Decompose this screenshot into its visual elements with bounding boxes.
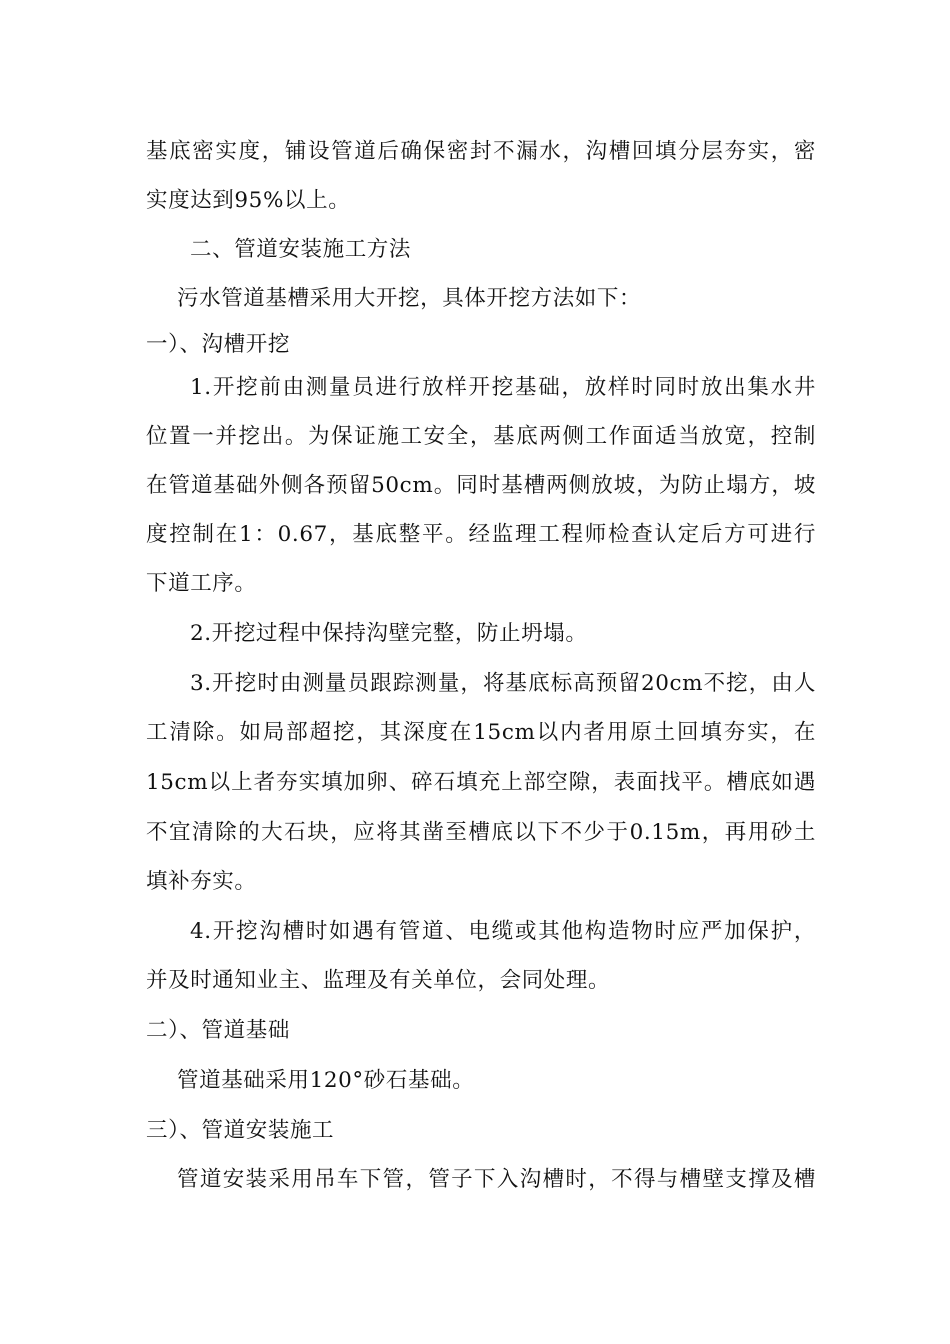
subsection-heading: 二）、管道基础 (146, 1018, 290, 1043)
paragraph-line: 管道基础采用120°砂石基础。 (177, 1068, 475, 1093)
paragraph-line: 1.开挖前由测量员进行放样开挖基础，放样时同时放出集水井 (190, 375, 816, 400)
paragraph-line: 3.开挖时由测量员跟踪测量，将基底标高预留20cm不挖，由人 (190, 671, 816, 696)
paragraph-line: 在管道基础外侧各预留50cm。同时基槽两侧放坡，为防止塌方，坡 (146, 473, 816, 498)
paragraph-line: 位置一并挖出。为保证施工安全，基底两侧工作面适当放宽，控制 (146, 424, 816, 449)
paragraph-line: 实度达到95%以上。 (146, 188, 351, 213)
paragraph-line: 4.开挖沟槽时如遇有管道、电缆或其他构造物时应严加保护， (190, 919, 816, 944)
paragraph-line: 不宜清除的大石块，应将其凿至槽底以下不少于0.15m，再用砂土 (146, 820, 816, 845)
paragraph-line: 污水管道基槽采用大开挖，具体开挖方法如下： (177, 286, 642, 311)
paragraph-line: 填补夯实。 (146, 869, 257, 894)
paragraph-line: 2.开挖过程中保持沟壁完整，防止坍塌。 (190, 621, 588, 646)
paragraph-line: 基底密实度，铺设管道后确保密封不漏水，沟槽回填分层夯实，密 (146, 139, 816, 164)
paragraph-line: 15cm以上者夯实填加卵、碎石填充上部空隙，表面找平。槽底如遇 (146, 770, 816, 795)
paragraph-line: 并及时通知业主、监理及有关单位，会同处理。 (146, 968, 611, 993)
paragraph-line: 下道工序。 (146, 571, 257, 596)
paragraph-line: 度控制在1：0.67，基底整平。经监理工程师检查认定后方可进行 (146, 522, 816, 547)
section-heading: 二、管道安装施工方法 (190, 237, 412, 262)
subsection-heading: 一）、沟槽开挖 (146, 332, 290, 357)
paragraph-line: 管道安装采用吊车下管，管子下入沟槽时，不得与槽壁支撑及槽 (177, 1167, 816, 1192)
subsection-heading: 三）、管道安装施工 (146, 1118, 335, 1143)
paragraph-line: 工清除。如局部超挖，其深度在15cm以内者用原土回填夯实，在 (146, 720, 816, 745)
